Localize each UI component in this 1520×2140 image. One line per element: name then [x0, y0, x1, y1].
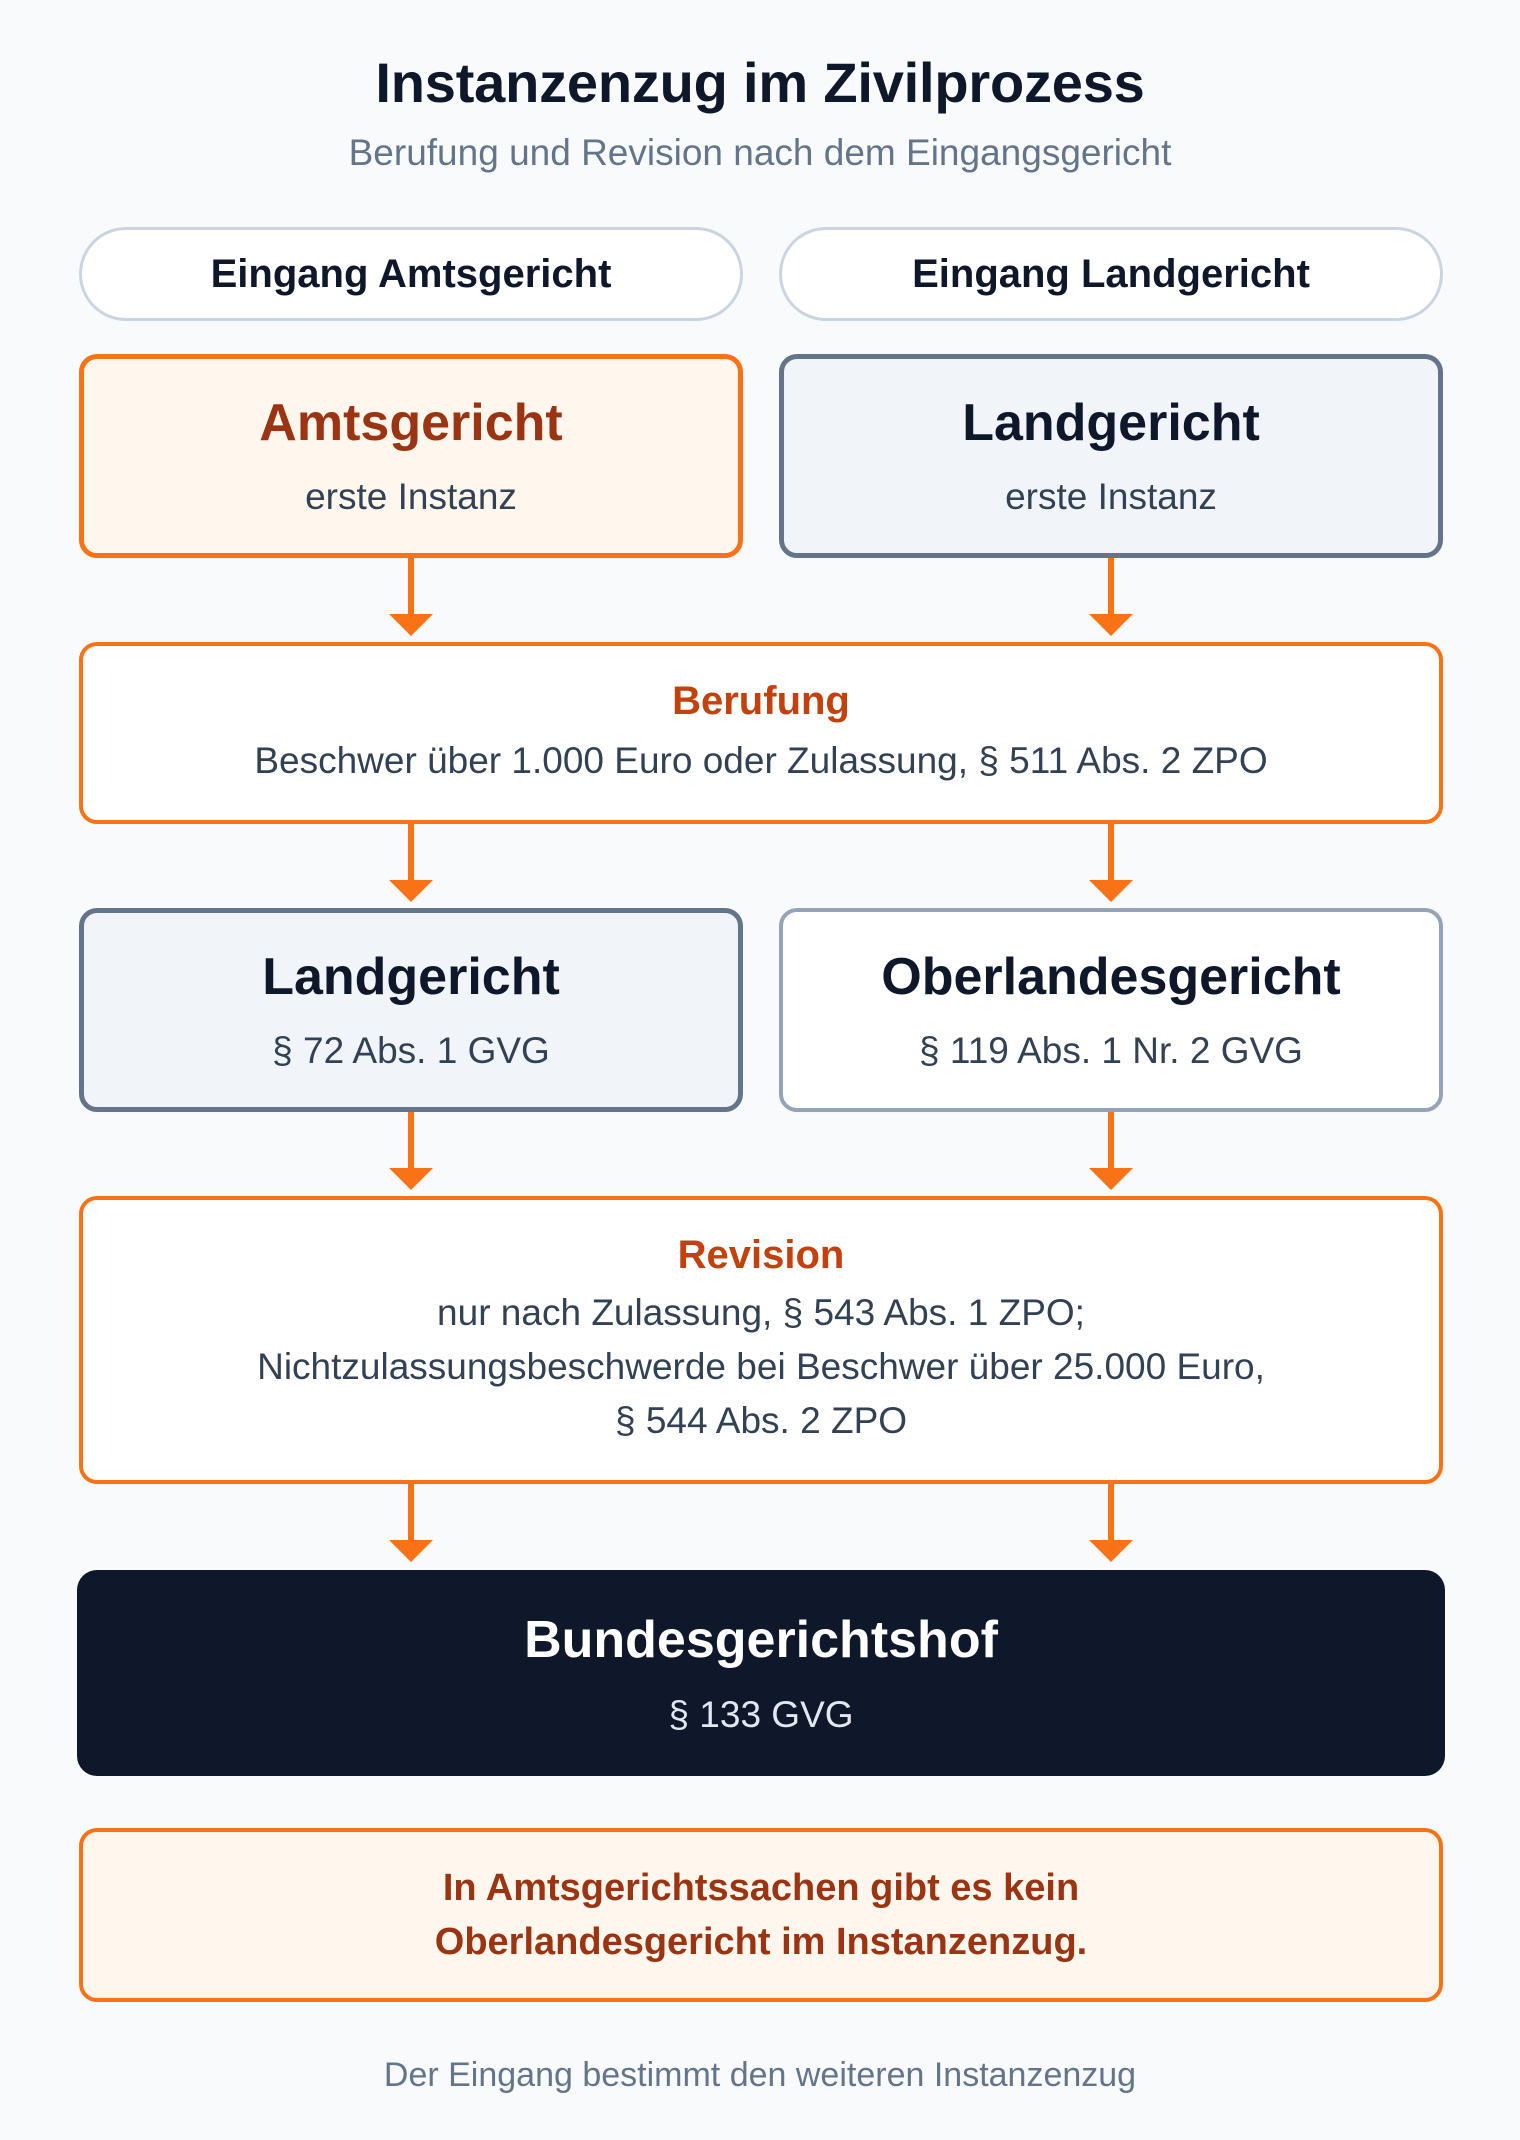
footer-caption: Der Eingang bestimmt den weiteren Instanzenzug — [383, 2056, 1137, 2094]
stage-text: Beschwer über 1.000 Euro oder Zulassung, § 511 Abs. 2 ZPO — [254, 739, 1268, 781]
court-note: § 133 GVG — [668, 1694, 854, 1735]
stage-label: Revision — [677, 1232, 845, 1277]
arrow-down-icon — [1089, 1484, 1133, 1562]
page-subtitle: Berufung und Revision nach dem Eingangsgericht — [348, 132, 1172, 173]
notice-line: In Amtsgerichtssachen gibt es kein — [442, 1867, 1080, 1909]
court-note: erste Instanz — [1005, 475, 1217, 517]
arrow-down-icon — [389, 1484, 433, 1562]
court-name: Bundesgerichtshof — [524, 1611, 998, 1669]
court-note: § 119 Abs. 1 Nr. 2 GVG — [919, 1029, 1303, 1071]
stage-label: Berufung — [672, 678, 850, 723]
notice-text — [435, 1861, 1087, 1969]
court-name: Landgericht — [262, 948, 560, 1007]
court-name: Oberlandesgericht — [881, 948, 1341, 1007]
second-instance-landgericht — [79, 908, 743, 1112]
column-header-label: Eingang Amtsgericht — [210, 251, 612, 296]
final-instance-bundesgerichtshof — [77, 1570, 1445, 1776]
arrow-down-icon — [1089, 1112, 1133, 1190]
notice-line: Oberlandesgericht im Instanzenzug. — [434, 1921, 1088, 1963]
revision-stage — [79, 1196, 1443, 1484]
stage-text-line: Nichtzulassungsbeschwerde bei Beschwer über 25.000 Euro, — [257, 1345, 1265, 1387]
arrow-down-icon — [389, 558, 433, 636]
column-header-landgericht — [779, 227, 1443, 321]
second-instance-oberlandesgericht — [779, 908, 1443, 1112]
column-header-amtsgericht — [79, 227, 743, 321]
column-header-label: Eingang Landgericht — [912, 251, 1310, 296]
notice-box — [79, 1828, 1443, 2002]
court-note: erste Instanz — [305, 475, 517, 517]
court-note: § 72 Abs. 1 GVG — [272, 1029, 550, 1071]
arrow-down-icon — [389, 1112, 433, 1190]
arrow-down-icon — [1089, 558, 1133, 636]
stage-text — [257, 1286, 1265, 1448]
court-name: Landgericht — [962, 394, 1260, 453]
page-title: Instanzenzug im Zivilprozess — [375, 51, 1145, 114]
first-instance-amtsgericht — [79, 354, 743, 558]
arrow-down-icon — [389, 824, 433, 902]
arrow-down-icon — [1089, 824, 1133, 902]
berufung-stage — [79, 642, 1443, 824]
first-instance-landgericht — [779, 354, 1443, 558]
court-name: Amtsgericht — [259, 394, 563, 453]
stage-text-line: § 544 Abs. 2 ZPO — [614, 1399, 908, 1441]
stage-text-line: nur nach Zulassung, § 543 Abs. 1 ZPO; — [437, 1291, 1085, 1333]
